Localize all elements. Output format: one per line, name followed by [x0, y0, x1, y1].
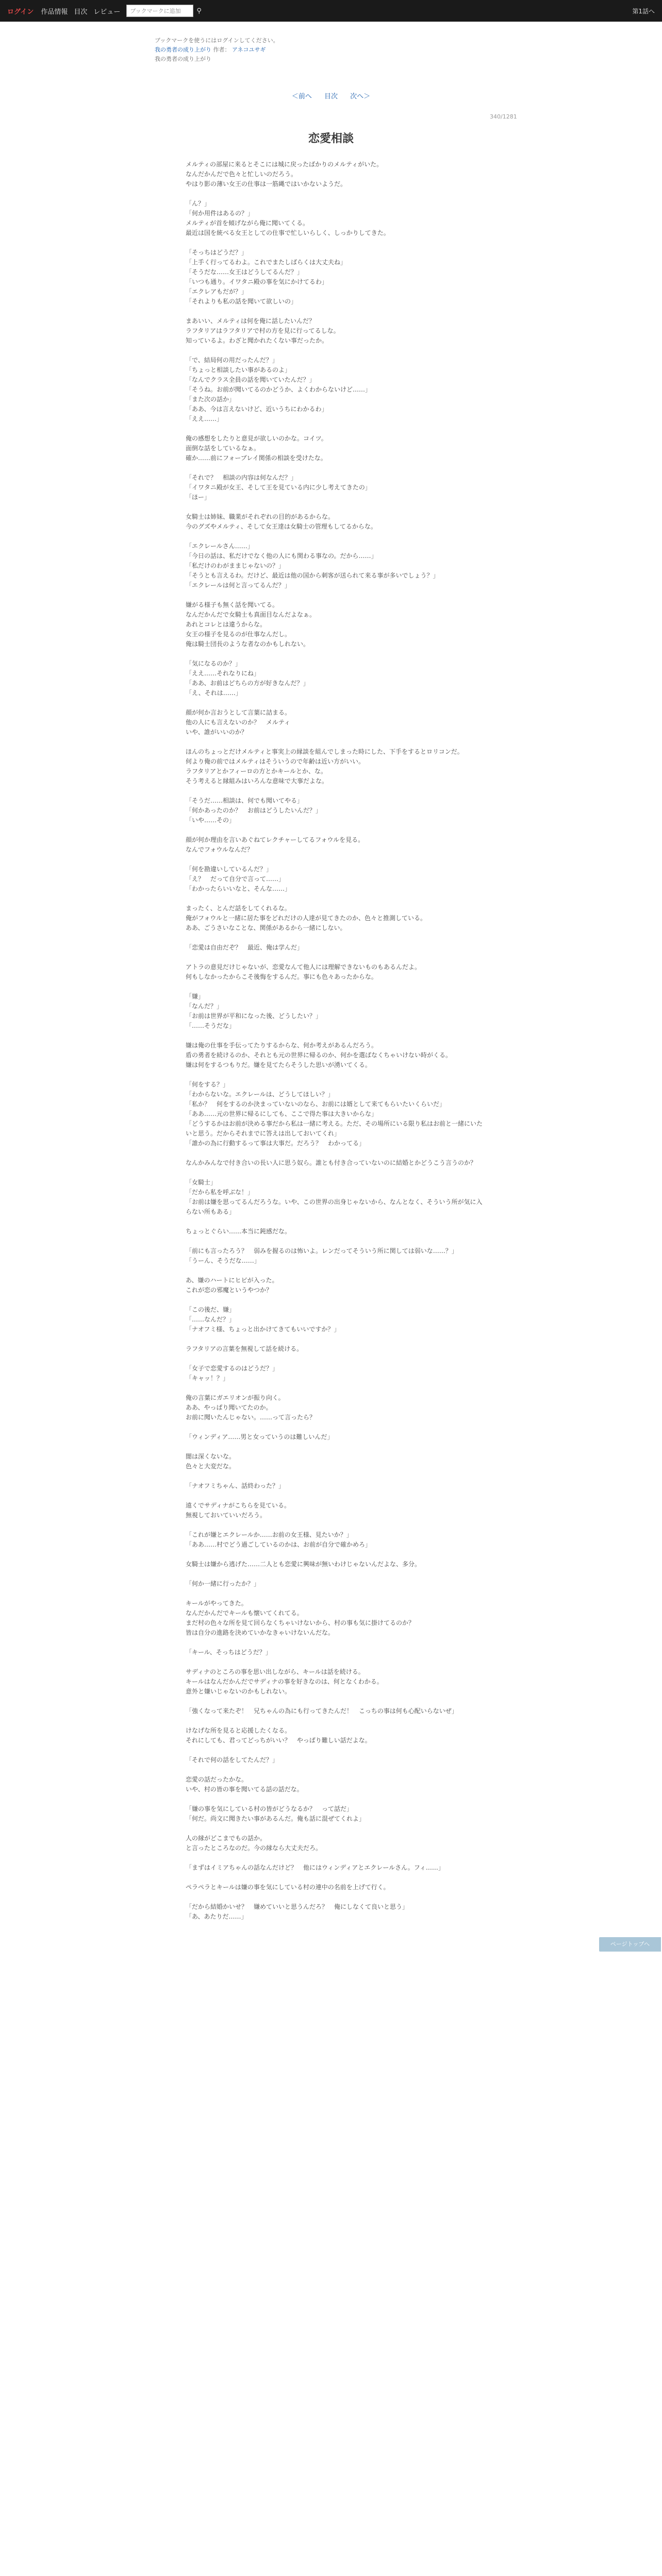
- story-paragraph: 「イワタニ殿が女王、そして王を見ている内に少し考えてきたの」: [186, 484, 371, 491]
- story-paragraph: 「嫌の事を気にしている村の皆がどうなるか？ って話だ」: [186, 1805, 353, 1812]
- chapter-title: 恋愛相談: [308, 132, 354, 145]
- story-paragraph: ほんのちょっとだけメルティと事実上の縁談を組んでしまった時にした、下手をするとロリコンだ。: [186, 748, 464, 755]
- story-paragraph: と言ったところなのだ。今の縁なら大丈夫だろ。: [186, 1844, 322, 1852]
- nav-toc[interactable]: 目次: [74, 8, 88, 16]
- first-episode-link[interactable]: 第1話へ: [632, 8, 655, 15]
- story-paragraph: [186, 346, 485, 355]
- search-icon[interactable]: ⚲: [196, 7, 202, 15]
- story-paragraph: 「ほー」: [186, 494, 211, 501]
- story-paragraph: [186, 1824, 485, 1834]
- story-paragraph: 「これが嫌とエクレールか……お前の女王様、見たいか？」: [186, 1531, 353, 1538]
- story-paragraph: 「女子で恋愛するのはどうだ？」: [186, 1365, 279, 1372]
- story-paragraph: 盾の勇者を続けるのか、それとも元の世界に帰るのか、何かを選ばなくちゃいけない時がくる。: [186, 1052, 452, 1059]
- story-paragraph: [186, 463, 485, 473]
- story-paragraph: 「あ、あたりだ……」: [186, 1913, 247, 1920]
- story-paragraph: 「なんでクラス全員の話を聞いていたんだ？」: [186, 376, 316, 383]
- subtitle: 我の勇者の成り上がり: [155, 56, 211, 62]
- story-paragraph: 「エクレールさん……」: [186, 543, 254, 550]
- story-paragraph: [186, 1638, 485, 1648]
- story-paragraph: [186, 1168, 485, 1178]
- login-link[interactable]: ログイン: [7, 8, 34, 16]
- story-paragraph: [186, 238, 485, 248]
- story-paragraph: 最近は国を統べる女王としての仕事で忙しいらしく、しっかりしてきた。: [186, 229, 390, 236]
- story-paragraph: ラフタリアの言葉を無視して話を続ける。: [186, 1345, 303, 1352]
- story-paragraph: [186, 1794, 485, 1804]
- story-paragraph: サディナのところの事を思い出しながら、キールは話を続ける。: [186, 1668, 365, 1675]
- story-paragraph: 「ああ……村でどう過ごしているのかは、お前が自分で確かめろ」: [186, 1541, 372, 1548]
- story-paragraph: ちょっとぐらい……本当に鈍感だな。: [186, 1228, 291, 1235]
- story-paragraph: 「何を勘違いしているんだ？」: [186, 866, 273, 873]
- story-paragraph: 「また次の話か」: [186, 396, 236, 403]
- story-paragraph: 「前にも言ったろう？ 弱みを握るのは怖いよ。レンだってそういう所に関しては弱いな……？」: [186, 1247, 458, 1255]
- story-paragraph: [186, 1765, 485, 1775]
- story-paragraph: 遠くでサディナがこちらを見ている。: [186, 1502, 291, 1509]
- author-link[interactable]: アネコユサギ: [232, 46, 266, 53]
- author-label: 作者：: [213, 46, 230, 53]
- story-paragraph: ラフタリアはラフタリアで村の方を見に行ってるしな。: [186, 327, 340, 334]
- story-paragraph: 色々と大変だな。: [186, 1463, 236, 1470]
- story-paragraph: お前に聞いたんじゃない。……って言ったら？: [186, 1414, 316, 1421]
- story-paragraph: 女騎士は姉妹、職業がそれぞれの目的があるからな。: [186, 513, 335, 520]
- story-paragraph: ペラペラとキールは嫌の事を気にしている村の連中の名前を上げて行く。: [186, 1884, 390, 1891]
- story-paragraph: 俺の感想をしたりと意見が欲しいのかな。コイツ。: [186, 435, 327, 442]
- story-paragraph: 「強くなって来たぞ！ 兄ちゃんの為にも行ってきたんだ！ こっちの事は何も心配いらないぜ」: [186, 1707, 458, 1715]
- next-link[interactable]: 次へ＞: [350, 93, 371, 100]
- story-paragraph: 俺がフォウルと一緒に居た事をどれだけの人達が見てきたのか、色々と推測している。: [186, 914, 427, 922]
- story-paragraph: まったく、とんだ話をしてくれるな。: [186, 905, 291, 912]
- story-paragraph: 「ナオフミ様、ちょっと出かけてきてもいいですか？」: [186, 1326, 340, 1333]
- story-paragraph: 「お前は世界が平和になった後、どうしたい？」: [186, 1012, 322, 1020]
- story-paragraph: メルティが首を傾げながら俺に聞いてくる。: [186, 219, 309, 227]
- story-paragraph: 「誰かの為に行動するって事は大事だ。だろう？ わかってる」: [186, 1140, 366, 1147]
- story-paragraph: ああ、ごうさいなことな、関係があるから一緒にしない。: [186, 924, 346, 931]
- story-paragraph: [186, 1383, 485, 1393]
- story-paragraph: 「嫌」: [186, 993, 205, 1000]
- story-paragraph: 「何かあったのか？ お前はどうしたいんだ？」: [186, 807, 322, 814]
- story-paragraph: 「この後だ、嫌」: [186, 1306, 236, 1313]
- story-paragraph: [186, 1697, 485, 1706]
- story-paragraph: 「で、結局何の用だったんだ？」: [186, 357, 278, 364]
- story-paragraph: 知っているよ。わざと聞かれたくない事だったか。: [186, 337, 328, 344]
- story-paragraph: [186, 1148, 485, 1158]
- story-paragraph: 「ああ、お前はどちらの方が好きなんだ？」: [186, 680, 309, 687]
- top-nav-bar: [0, 0, 662, 22]
- story-paragraph: 「そうだ……相談は、何でも聞いてやる」: [186, 797, 304, 804]
- story-paragraph: 「何だ。尚文に聞きたい事があるんだ。俺も話に混ぜてくれよ」: [186, 1815, 366, 1822]
- story-paragraph: [186, 1589, 485, 1599]
- story-paragraph: あ、嫌のハートにヒビが入った。: [186, 1277, 278, 1284]
- story-paragraph: なんかみんなで付き合いの長い人に思う奴ら。誰とも付き合っていないのに結婚とかどうこう言うのか？: [186, 1159, 477, 1166]
- story-paragraph: [186, 933, 485, 943]
- story-paragraph: 意外と嫌いじゃないのかもしれない。: [186, 1688, 291, 1695]
- story-paragraph: これが恋の邪魔というやつか？: [186, 1286, 273, 1294]
- story-paragraph: [186, 1422, 485, 1432]
- story-paragraph: [186, 532, 485, 541]
- story-paragraph: [186, 1716, 485, 1726]
- story-paragraph: 「だから私を呼ぶな！」: [186, 1189, 254, 1196]
- story-paragraph: [186, 1070, 485, 1080]
- story-paragraph: [186, 786, 485, 796]
- story-paragraph: まだ村の色々な所を見て回らなくちゃいけないから、村の事も気に掛けてるのか？: [186, 1619, 415, 1626]
- story-paragraph: 「キャッ！？」: [186, 1375, 229, 1382]
- story-paragraph: 「気になるのか？」: [186, 660, 242, 667]
- story-paragraph: [186, 307, 485, 316]
- story-paragraph: 「上手く行ってるわよ。これでまたしばらくは大丈夫ね」: [186, 259, 347, 266]
- story-paragraph: 「ウィンディア……男と女っていうのは難しいんだ」: [186, 1433, 334, 1440]
- story-paragraph: 「わかったらいいなと、そんな……」: [186, 885, 291, 892]
- story-paragraph: 「……なんだ？」: [186, 1316, 236, 1323]
- breadcrumb: [155, 36, 516, 64]
- story-paragraph: 「ええ……それなりにね」: [186, 670, 260, 677]
- story-paragraph: 「そうね。お前が聞いてるのかどうか、よくわからないけど……」: [186, 386, 372, 393]
- story-paragraph: なんだかんだで色々と忙しいのだろう。: [186, 171, 297, 178]
- story-paragraph: 「私だけのわがままじゃないの？」: [186, 562, 285, 569]
- prev-link[interactable]: ＜前へ: [291, 93, 312, 100]
- story-paragraph: 「え？ だって自分で言って……」: [186, 875, 285, 883]
- story-paragraph: 嫌は俺の仕事を手伝ってたりするからな、何か考えがあるんだろう。: [186, 1042, 378, 1049]
- story-paragraph: まあいい、メルティは何を俺に話したいんだ？: [186, 317, 316, 325]
- story-paragraph: 「ナオフミちゃん、話終わった？」: [186, 1482, 285, 1489]
- story-paragraph: [186, 1657, 485, 1667]
- story-paragraph: 「どうするかはお前が決める事だから私は一緒に考える。ただ、その場所にいる限り私はお前と一緒にいたいと思う。だからそれまでに答えは出しておいてくれ」: [186, 1120, 483, 1137]
- story-paragraph: なんでフォウルなんだ？: [186, 846, 254, 853]
- story-paragraph: [186, 698, 485, 708]
- story-paragraph: 「え、それは……」: [186, 689, 242, 697]
- story-paragraph: 「そっちはどうだ？」: [186, 249, 248, 256]
- story-paragraph: 「恋愛は自由だぞ？ 最近、俺は学んだ」: [186, 944, 304, 951]
- series-title-link[interactable]: 我の勇者の成り上がり: [155, 46, 211, 53]
- story-paragraph: キールはなんだかんだでサディナの事を好きなのは、何となくわかる。: [186, 1678, 383, 1685]
- story-paragraph: いや、村の皆の事を聞いてる話の話だな。: [186, 1786, 303, 1793]
- story-paragraph: [186, 1442, 485, 1452]
- story-paragraph: 人の縁がどこまでもの話か。: [186, 1835, 267, 1842]
- story-paragraph: [186, 1873, 485, 1883]
- story-paragraph: なんだかんだでキールも懐いてくれてる。: [186, 1609, 303, 1617]
- story-paragraph: 「エクレールは何と言ってるんだ？」: [186, 582, 291, 589]
- story-paragraph: 「それよりも私の話を聞いて欲しいの」: [186, 298, 297, 305]
- story-paragraph: [186, 1892, 485, 1902]
- story-paragraph: [186, 1853, 485, 1863]
- story-paragraph: 闇は深くないな。: [186, 1453, 236, 1460]
- story-paragraph: [186, 189, 485, 199]
- story-paragraph: 「お前は嫌を思ってるんだろうな。いや、この世界の出身じゃないから、なんとなく、そういう所が気に入らない所もある」: [186, 1198, 483, 1215]
- story-paragraph: [186, 1520, 485, 1530]
- story-paragraph: [186, 894, 485, 904]
- story-paragraph: 「そうとも言えるわ。だけど、最近は他の国から刺客が送られて来る事が多いでしょう？」: [186, 572, 439, 579]
- story-paragraph: 「エクレアもだが？」: [186, 288, 248, 295]
- story-paragraph: [186, 1217, 485, 1227]
- story-paragraph: [186, 825, 485, 835]
- story-paragraph: 「なんだ？」: [186, 1003, 223, 1010]
- story-paragraph: 「それで何の話をしてたんだ？」: [186, 1756, 279, 1764]
- story-paragraph: 俺は騎士団長のような者なのかもしれない。: [186, 640, 310, 648]
- story-paragraph: 「何をする？」: [186, 1081, 229, 1088]
- story-paragraph: 嫌がる様子も無く話を聞いてる。: [186, 601, 279, 608]
- story-paragraph: 女王の様子を見るのが仕事なんだし。: [186, 631, 291, 638]
- nav-work-info[interactable]: 作品情報: [41, 8, 68, 16]
- story-paragraph: [186, 502, 485, 512]
- story-paragraph: 「私か？ 何をするのか決まっていないのなら、お前には婿として来てもらいたいくらいだ」: [186, 1100, 446, 1108]
- story-paragraph: [186, 982, 485, 992]
- story-paragraph: [186, 1569, 485, 1579]
- story-paragraph: 「まずはイミアちゃんの話なんだけど？ 他にはウィンディアとエクレールさん。フィ……」: [186, 1864, 444, 1871]
- story-paragraph: 「いや……その」: [186, 817, 236, 824]
- story-paragraph: 確か……前にフォーブレイ関係の相談を受けたな。: [186, 454, 327, 462]
- story-paragraph: 「女騎士」: [186, 1179, 217, 1186]
- story-paragraph: 「ああ……元の世界に帰るにしても、ここで得た事は大きいからな」: [186, 1110, 378, 1117]
- story-paragraph: [186, 1745, 485, 1755]
- page-count: 340/1281: [490, 113, 517, 120]
- story-paragraph: [186, 1550, 485, 1560]
- story-paragraph: 「いつも通り。イワタニ殿の事を気にかけてるわ」: [186, 278, 328, 285]
- story-paragraph: [186, 1295, 485, 1305]
- story-paragraph: [186, 1354, 485, 1364]
- story-paragraph: 「……そうだな」: [186, 1022, 236, 1029]
- story-paragraph: やはり影の薄い女王の仕事は一筋縄ではいかないようだ。: [186, 180, 347, 188]
- story-paragraph: ラフタリアとかフィーロの方とかキールとか、な。: [186, 768, 327, 775]
- story-paragraph: 「そうだな……女王はどうしてるんだ？」: [186, 268, 304, 276]
- story-paragraph: 恋愛の話だったかな。: [186, 1776, 248, 1783]
- story-paragraph: 「うーん、そうだな……」: [186, 1257, 260, 1264]
- story-paragraph: 何もしなかったからこそ後悔をするんだ。事にも色々あったからな。: [186, 973, 377, 980]
- story-paragraph: 「だから結婚かいせ？ 嫌めていいと思うんだろ？ 俺にしなくて良いと思う」: [186, 1903, 409, 1910]
- page-top-button[interactable]: ページトップへ: [599, 1937, 661, 1952]
- story-paragraph: [186, 1266, 485, 1276]
- story-paragraph: なんだかんだで女騎士も真面目なんだよなぁ。: [186, 611, 316, 618]
- story-paragraph: 今のグズやメルティ、そして女王達は女騎士の管理もしてるからな。: [186, 523, 377, 530]
- story-paragraph: それにしても、君ってどっちがいい？ やっぱり難しい話だよな。: [186, 1737, 371, 1744]
- story-paragraph: [186, 424, 485, 434]
- story-paragraph: [186, 953, 485, 962]
- story-paragraph: いや、誰がいいのか？: [186, 728, 247, 736]
- story-paragraph: 他の人にも言えないのか？ メルティ: [186, 719, 291, 726]
- story-paragraph: そう考えると縁組みはいろんな意味で大事だよな。: [186, 777, 328, 785]
- story-paragraph: [186, 1031, 485, 1041]
- bookmark-input[interactable]: ブックマークに追加: [126, 5, 193, 17]
- story-paragraph: アトラの意見だけじゃないが、恋愛なんて他人には理解できないものもあるんだよ。: [186, 963, 421, 971]
- story-paragraph: 面倒な話をしているなぁ。: [186, 445, 260, 452]
- story-paragraph: メルティの部屋に来るとそこには城に戻ったばかりのメルティがいた。: [186, 161, 383, 168]
- story-paragraph: [186, 1471, 485, 1481]
- story-paragraph: 「ああ、今は言えないけど、近いうちにわかるわ」: [186, 405, 328, 413]
- story-paragraph: 顔が何か理由を言いあぐねてレクチャーしてるフォウルを見る。: [186, 836, 365, 843]
- story-paragraph: 嫌は何をするつもりだ。嫌を見てたらそうした思いが湧いてくる。: [186, 1061, 371, 1069]
- story-paragraph: あれとコレとは違うからな。: [186, 621, 267, 628]
- story-paragraph: 何より俺の前ではメルティはそういうので年齢は近い方がいい。: [186, 758, 365, 765]
- story-paragraph: ああ、やっぱり聞いてたのか。: [186, 1404, 272, 1411]
- story-paragraph: 「ん？」: [186, 200, 211, 207]
- story-paragraph: 俺の言葉にガエリオンが振り向く。: [186, 1394, 285, 1401]
- story-paragraph: 無視しておいていいだろう。: [186, 1512, 267, 1519]
- story-paragraph: [186, 590, 485, 600]
- story-paragraph: [186, 649, 485, 659]
- story-paragraph: 「今日の話は、私だけでなく他の人にも関わる事なの。だから……」: [186, 552, 377, 560]
- story-paragraph: キールがやってきた。: [186, 1600, 247, 1607]
- story-paragraph: 「ちょっと相談したい事があるのよ」: [186, 366, 291, 374]
- story-paragraph: 「何か一緒に行ったか？」: [186, 1580, 260, 1587]
- story-paragraph: [186, 1491, 485, 1501]
- story-body: [186, 160, 485, 1922]
- story-paragraph: [186, 855, 485, 865]
- story-paragraph: [186, 1236, 485, 1246]
- story-paragraph: 女騎士は嫌から逃げた……二人とも恋愛に興味が無いわけじゃないんだよな、多分。: [186, 1561, 421, 1568]
- story-paragraph: けなげな所を見ると応援したくなる。: [186, 1727, 291, 1734]
- story-paragraph: 「キール、そっちはどうだ？」: [186, 1649, 272, 1656]
- pager: [0, 91, 662, 100]
- story-paragraph: 顔が何か言おうとして言葉に詰まる。: [186, 709, 291, 716]
- story-paragraph: [186, 737, 485, 747]
- story-paragraph: 皆は自分の進路を決めていかなきゃいけないんだな。: [186, 1629, 335, 1636]
- story-paragraph: 「わからないな。エクレールは、どうしてほしい？」: [186, 1091, 334, 1098]
- story-paragraph: 「それで？ 相談の内容は何なんだ？」: [186, 474, 297, 481]
- story-paragraph: [186, 1334, 485, 1344]
- bookmark-note: ブックマークを使うにはログインしてください。: [155, 37, 279, 44]
- story-paragraph: 「何か用件はあるの？」: [186, 210, 254, 217]
- story-paragraph: 「ええ……」: [186, 415, 223, 422]
- toc-link[interactable]: 目次: [324, 93, 338, 100]
- nav-review[interactable]: レビュー: [93, 8, 121, 16]
